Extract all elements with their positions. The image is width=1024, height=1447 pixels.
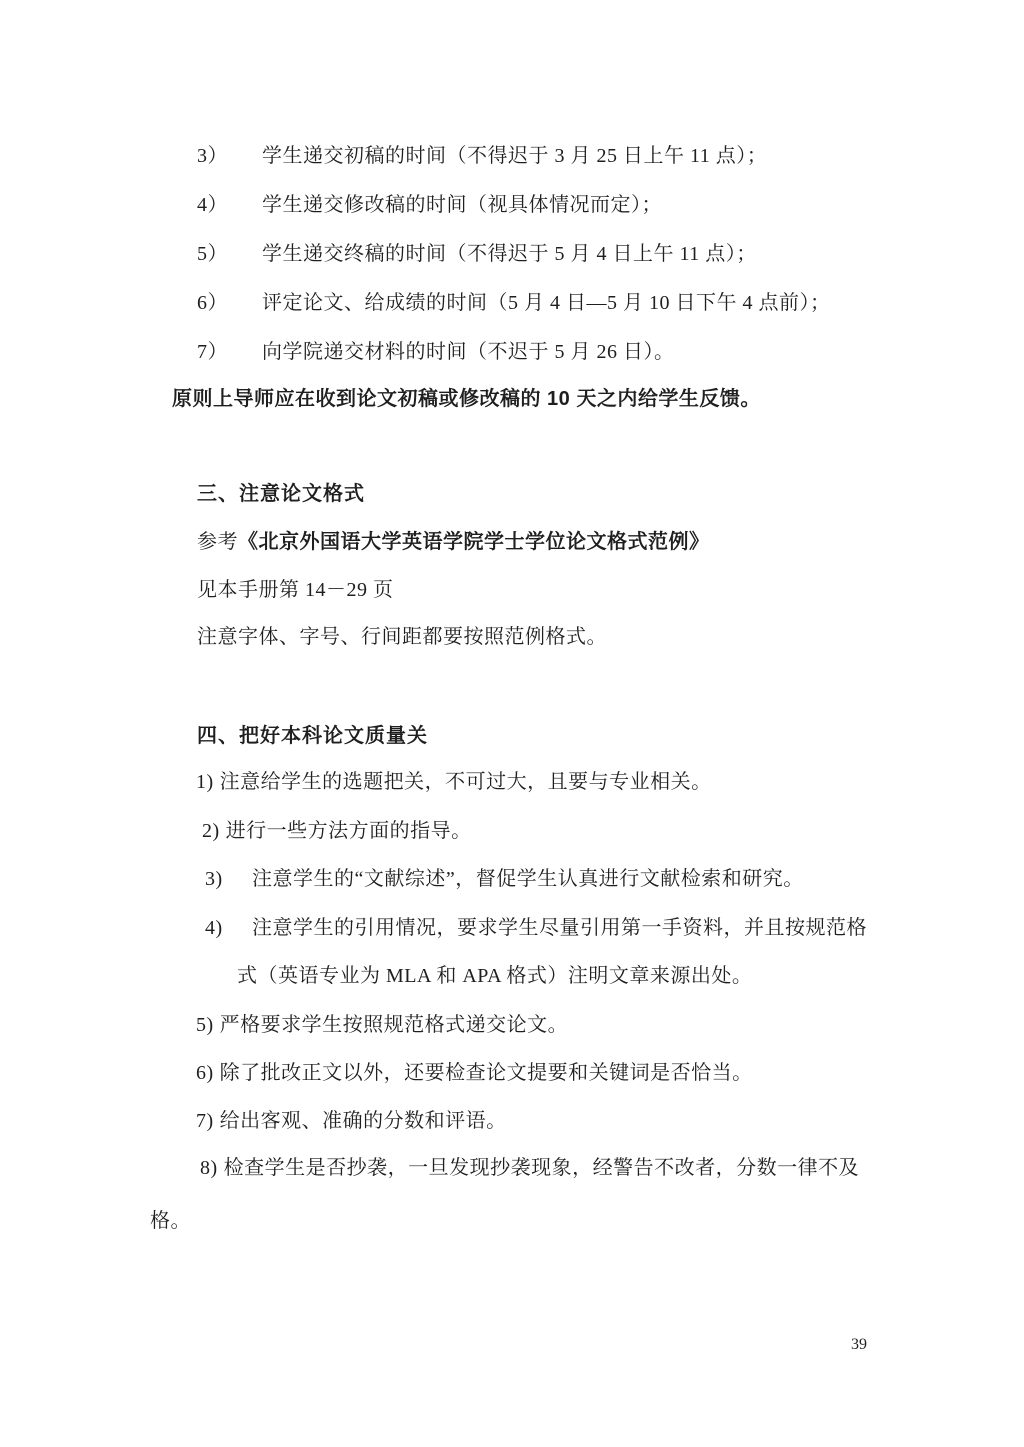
list-number: 6）	[197, 292, 228, 314]
list-text: 注意学生的“文献综述”，督促学生认真进行文献检索和研究。	[252, 868, 804, 890]
list-number: 4)	[205, 917, 223, 939]
pages-note: 见本手册第 14－29 页	[197, 579, 394, 601]
list-text: 学生递交初稿的时间（不得迟于 3 月 25 日上午 11 点）；	[262, 145, 768, 167]
list-number: 3）	[197, 145, 228, 167]
schedule-item	[197, 338, 675, 366]
schedule-item	[197, 191, 662, 219]
page-number: 39	[851, 1336, 867, 1353]
list-number: 1)	[196, 771, 214, 793]
style-note: 注意字体、字号、行间距都要按照范例格式。	[197, 626, 607, 648]
list-number: 7)	[196, 1110, 214, 1132]
quality-item	[196, 768, 712, 796]
feedback-note: 原则上导师应在收到论文初稿或修改稿的 10 天之内给学生反馈。	[172, 388, 761, 410]
list-text: 检查学生是否抄袭，一旦发现抄袭现象，经警告不改者，分数一律不及	[223, 1157, 860, 1179]
reference-prefix: 参考	[197, 531, 238, 553]
list-number: 8)	[200, 1157, 218, 1179]
list-number: 3)	[205, 868, 223, 890]
format-reference	[197, 528, 710, 556]
quality-item	[205, 865, 804, 893]
list-number: 5)	[196, 1014, 214, 1036]
list-text: 进行一些方法方面的指导。	[225, 820, 472, 842]
list-text: 评定论文、给成绩的时间（5 月 4 日—5 月 10 日下午 4 点前）；	[262, 292, 831, 314]
quality-item-continuation: 式（英语专业为 MLA 和 APA 格式）注明文章来源出处。	[237, 965, 753, 987]
list-number: 7）	[197, 341, 228, 363]
list-text: 学生递交修改稿的时间（视具体情况而定）；	[262, 194, 662, 216]
quality-item	[205, 914, 867, 942]
list-text: 注意学生的引用情况，要求学生尽量引用第一手资料，并且按规范格	[252, 917, 867, 939]
list-text: 注意给学生的选题把关，不可过大，且要与专业相关。	[219, 771, 712, 793]
quality-item-continuation: 格。	[150, 1210, 191, 1232]
list-text: 严格要求学生按照规范格式递交论文。	[219, 1014, 569, 1036]
schedule-item	[197, 289, 831, 317]
list-text: 向学院递交材料的时间（不迟于 5 月 26 日）。	[262, 341, 675, 363]
quality-item	[202, 817, 472, 845]
list-number: 4）	[197, 194, 228, 216]
section-format-heading: 三、注意论文格式	[197, 483, 365, 505]
quality-item	[196, 1059, 753, 1087]
section-quality-heading: 四、把好本科论文质量关	[197, 725, 428, 747]
list-number: 2)	[202, 820, 220, 842]
list-number: 5）	[197, 243, 228, 265]
quality-item	[200, 1154, 859, 1182]
reference-title: 《北京外国语大学英语学院学士学位论文格式范例》	[238, 531, 710, 553]
quality-item	[196, 1011, 568, 1039]
list-number: 6)	[196, 1062, 214, 1084]
schedule-item	[197, 142, 767, 170]
list-text: 除了批改正文以外，还要检查论文提要和关键词是否恰当。	[219, 1062, 753, 1084]
quality-item	[196, 1107, 507, 1135]
schedule-item	[197, 240, 757, 268]
list-text: 给出客观、准确的分数和评语。	[219, 1110, 507, 1132]
list-text: 学生递交终稿的时间（不得迟于 5 月 4 日上午 11 点）；	[262, 243, 757, 265]
